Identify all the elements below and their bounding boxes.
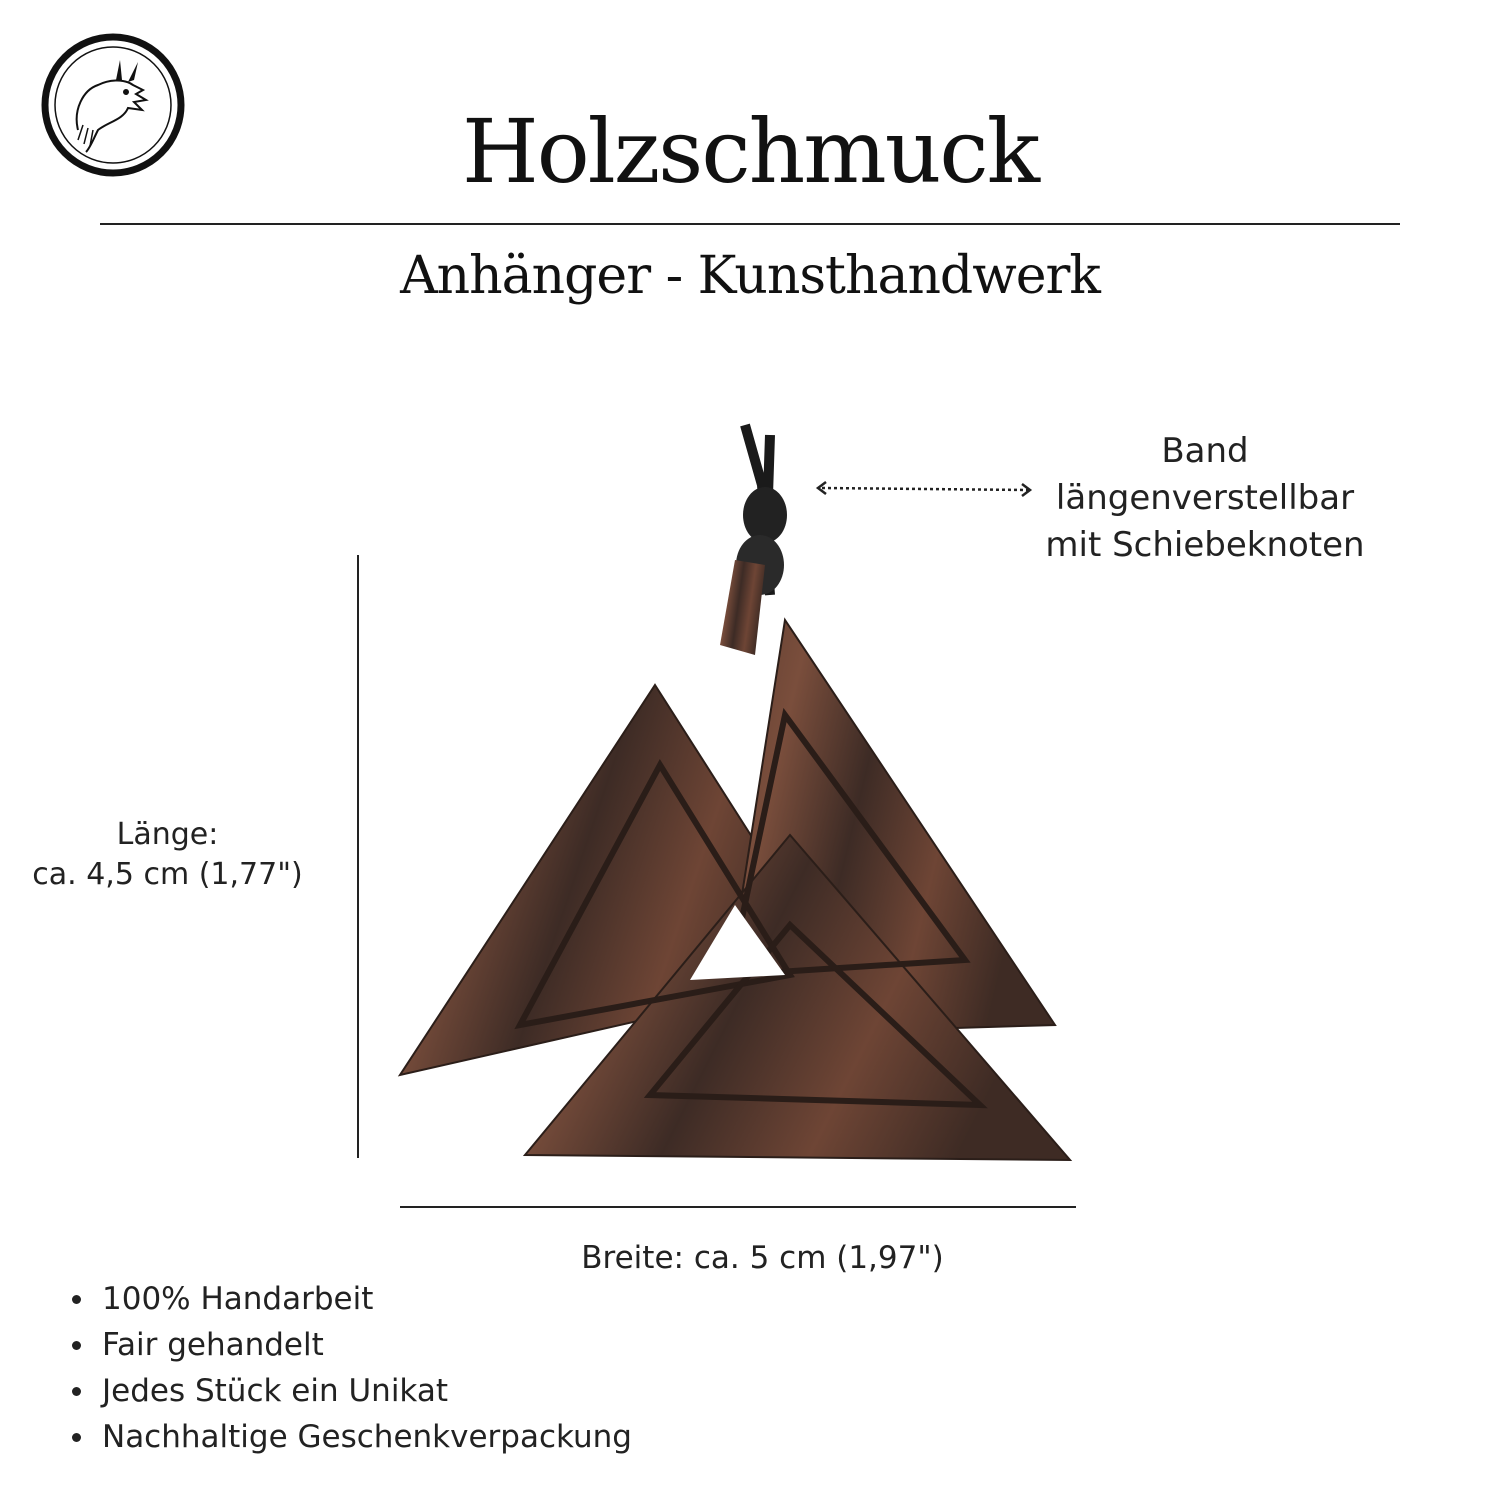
cord-length-arrow	[810, 478, 1040, 498]
page-subtitle: Anhänger - Kunsthandwerk	[400, 246, 1100, 306]
title-divider	[100, 223, 1400, 225]
width-annotation: Breite: ca. 5 cm (1,97")	[581, 1240, 944, 1276]
cord-annotation-line: Band	[1161, 431, 1249, 471]
length-label: Länge:	[116, 817, 219, 852]
feature-item: Jedes Stück ein Unikat	[58, 1368, 632, 1414]
feature-item: 100% Handarbeit	[58, 1276, 632, 1322]
feature-list	[58, 1276, 632, 1460]
length-annotation	[20, 815, 315, 895]
feature-item: Nachhaltige Geschenkverpackung	[58, 1414, 632, 1460]
pendant-image	[390, 415, 1090, 1175]
page-title: Holzschmuck	[461, 100, 1039, 203]
feature-item: Fair gehandelt	[58, 1322, 632, 1368]
width-dimension-line	[400, 1206, 1076, 1208]
cord-annotation-line: mit Schiebeknoten	[1045, 525, 1365, 565]
length-value: ca. 4,5 cm (1,77")	[32, 857, 303, 892]
cord-annotation	[1010, 428, 1400, 569]
cord-annotation-line: längenverstellbar	[1055, 478, 1355, 518]
length-dimension-line	[357, 555, 359, 1158]
